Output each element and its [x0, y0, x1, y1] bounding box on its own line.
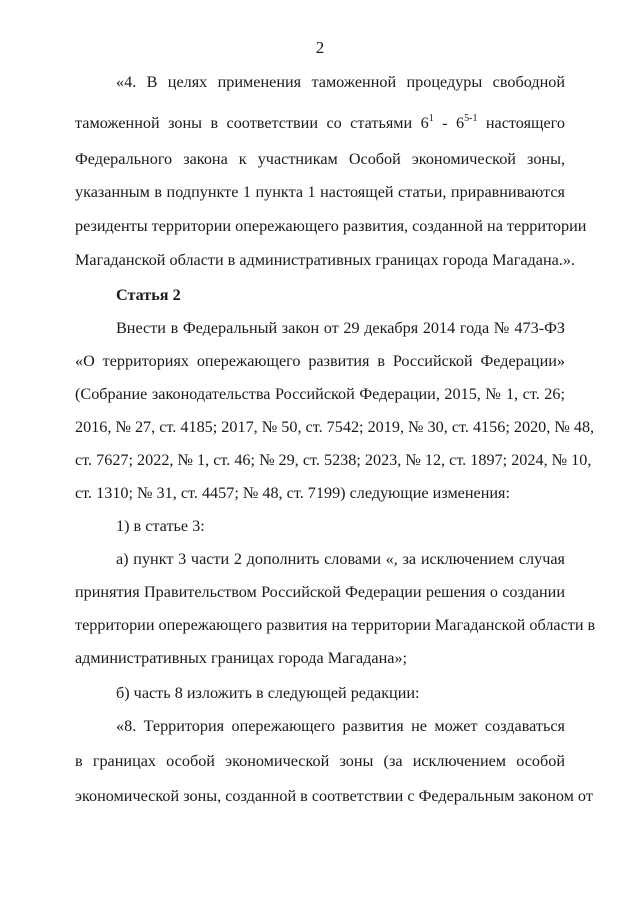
para1-line-2-pre: таможенной зоны в соответствии со статьями 6 [75, 114, 429, 132]
para3-line-3: экономической зоны, созданной в соответствии с Федеральным законом от [75, 787, 593, 805]
superscript-5-1: 5-1 [464, 113, 478, 124]
para1-line-6: Магаданской области в административных границах города Магадана.». [75, 251, 576, 269]
article-heading: Статья 2 [116, 286, 181, 304]
para1-line-2-mid: - 6 [433, 114, 465, 132]
item-a-line-2: принятия Правительством Российской Федерации решения о создании [75, 583, 565, 601]
para1-line-4: указанным в подпункте 1 пункта 1 настоящей статьи, приравниваются [75, 183, 565, 201]
para2-line-1: Внести в Федеральный закон от 29 декабря 2014 года № 473-ФЗ [116, 319, 565, 337]
para1-line-2 [75, 113, 565, 136]
para2-line-4: 2016, № 27, ст. 4185; 2017, № 50, ст. 7542; 2019, № 30, ст. 4156; 2020, № 48, [75, 418, 595, 436]
para2-line-6: ст. 1310; № 31, ст. 4457; № 48, ст. 7199) следующие изменения: [75, 484, 510, 502]
item-a-line-3: территории опережающего развития на территории Магаданской области в [75, 616, 596, 634]
para2-line-3: (Собрание законодательства Российской Федерации, 2015, № 1, ст. 26; [75, 385, 565, 403]
para2-line-5: ст. 7627; 2022, № 1, ст. 46; № 29, ст. 5238; 2023, № 12, ст. 1897; 2024, № 10, [75, 451, 592, 469]
para1-line-2-post: настоящего [477, 114, 565, 132]
para3-line-1: «8. Территория опережающего развития не может создаваться [116, 717, 565, 735]
item-a-line-1: а) пункт 3 части 2 дополнить словами «, за исключением случая [116, 550, 565, 568]
para3-line-2: в границах особой экономической зоны (за исключением особой [75, 752, 565, 770]
para1-line-1: «4. В целях применения таможенной процедуры свободной [116, 73, 565, 91]
item-a-line-4: административных границах города Магадана»; [75, 649, 408, 667]
item-b: б) часть 8 изложить в следующей редакции: [116, 684, 420, 702]
page-number: 2 [315, 38, 325, 57]
superscript-1: 1 [428, 113, 434, 124]
para2-line-2: «О территориях опережающего развития в Российской Федерации» [75, 352, 565, 370]
item-1: 1) в статье 3: [116, 517, 205, 535]
para1-line-5: резиденты территории опережающего развития, созданной на территории [75, 217, 587, 235]
para1-line-3: Федерального закона к участникам Особой экономической зоны, [75, 150, 565, 168]
